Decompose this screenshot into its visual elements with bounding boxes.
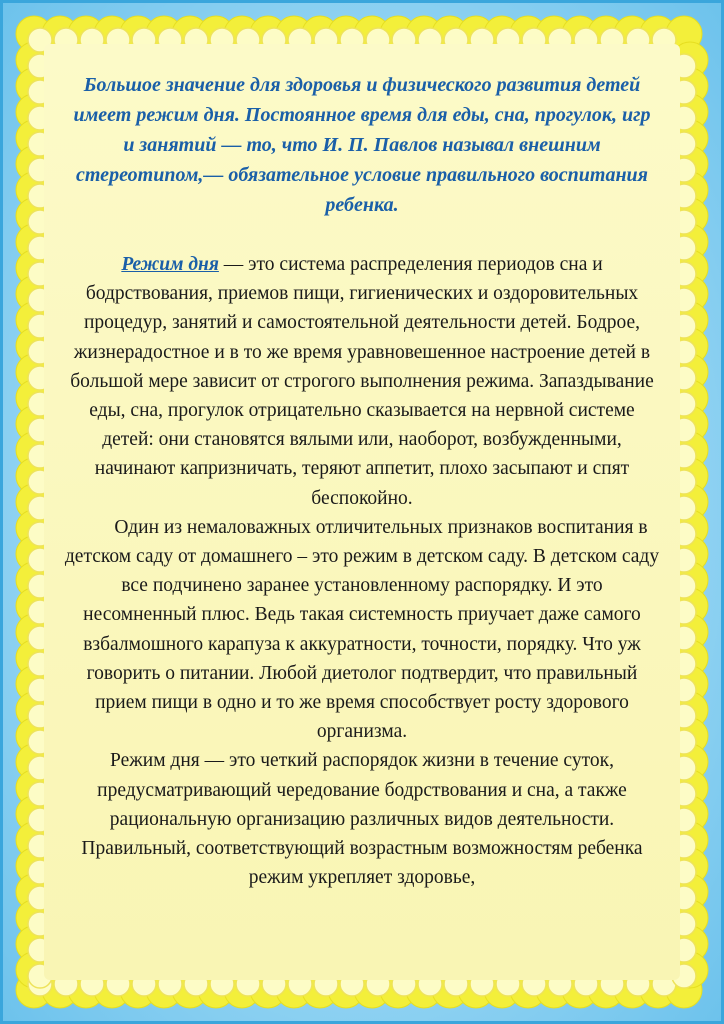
paragraph-2 <box>64 513 660 747</box>
term-rezhim-dnya: Режим дня <box>121 254 219 275</box>
paragraph-1-text: — это система распределения периодов сна и бодрствования, приемов пищи, гигиенических и оздоровительных процедур, занятий и самостоятельной деятельности детей. Бодрое, жизнерадостное и в то же время уравновешенное настроение детей в большой мере зависит от строгого выполнения режима. Запаздывание еды, сна, прогулок отрицательно сказывается на нервной системе детей: они становятся вялыми или, наоборот, возбужденными, начинают капризничать, теряют аппетит, плохо засыпают и спят беспокойно. <box>70 254 654 509</box>
paragraph-3: Режим дня — это четкий распорядок жизни в течение суток, предусматривающий чередование бодрствования и сна, а также рациональную организацию различных видов деятельности. Правильный, соответствующий возрастным возможностям ребенка режим укрепляет здоровье, <box>81 750 643 889</box>
intro-paragraph: Большое значение для здоровья и физического развития детей имеет режим дня. Постоянное время для еды, сна, прогулок, игр и занятий — то, что И. П. Павлов называл внешним стереотипом,— обязательное условие правильного воспитания ребенка. <box>73 74 651 216</box>
paragraph-2-text: Один из немаловажных отличительных признаков воспитания в детском саду от домашнего – это режим в детском саду. В детском саду все подчинено заранее установленному распорядку. И это несомненный плюс. Ведь такая системность приучает даже самого взбалмошного карапуза к аккуратности, точности, порядку. Что уж говорить о питании. Любой диетолог подтвердит, что правильный прием пищи в одно и то же время способствует росту здорового организма. <box>64 516 660 743</box>
text-content <box>64 70 660 950</box>
paragraph-1 <box>64 250 660 513</box>
